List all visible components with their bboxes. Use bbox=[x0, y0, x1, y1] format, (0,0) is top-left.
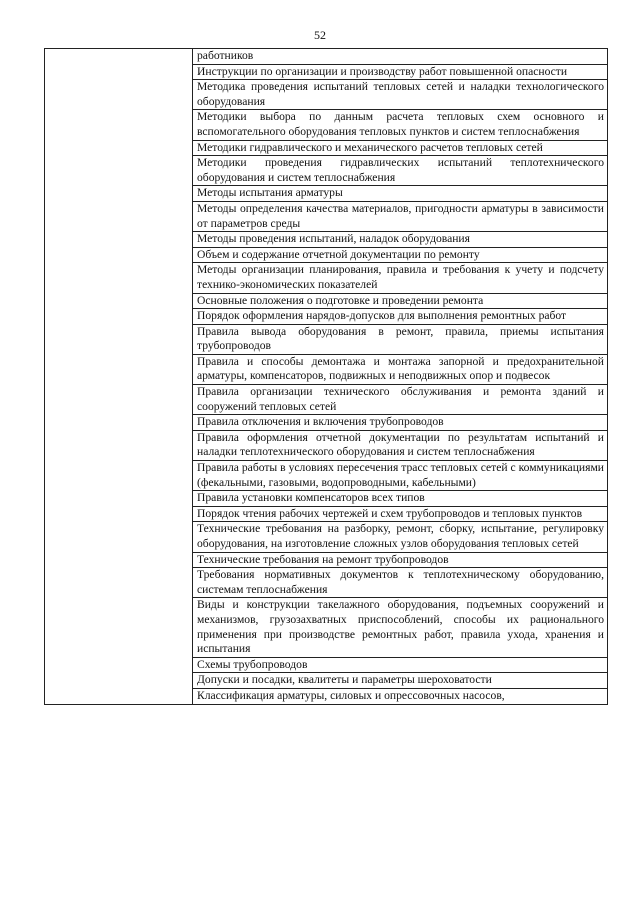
cell-text: Правила оформления отчетной документации по результатам испытаний и наладки теплотехнического оборудования и систем теплоснабжения bbox=[197, 430, 604, 459]
table-cell bbox=[193, 461, 608, 491]
cell-text: Допуски и посадки, квалитеты и параметры шероховатости bbox=[197, 673, 492, 687]
table-cell bbox=[193, 657, 608, 673]
left-column-cell bbox=[45, 49, 193, 705]
cell-text: Объем и содержание отчетной документации по ремонту bbox=[197, 247, 480, 261]
cell-text: Правила и способы демонтажа и монтажа запорной и предохранительной арматуры, компенсаторов, подвижных и неподвижных опор и подвесок bbox=[197, 354, 604, 383]
table-cell bbox=[193, 293, 608, 309]
table-cell bbox=[193, 522, 608, 552]
table-cell bbox=[193, 110, 608, 140]
cell-text: Правила организации технического обслуживания и ремонта зданий и сооружений тепловых сетей bbox=[197, 385, 604, 413]
cell-text: Методики проведения гидравлических испытаний теплотехнического оборудования и систем теплоснабжения bbox=[197, 156, 604, 184]
table-cell bbox=[193, 415, 608, 431]
cell-text: Схемы трубопроводов bbox=[197, 657, 308, 671]
table-cell bbox=[193, 64, 608, 80]
cell-text: Правила вывода оборудования в ремонт, правила, приемы испытания трубопроводов bbox=[197, 324, 604, 353]
table-row bbox=[45, 49, 608, 65]
page-number: 52 bbox=[314, 28, 326, 42]
table-cell bbox=[193, 263, 608, 293]
table-cell bbox=[193, 49, 608, 65]
cell-text: работников bbox=[197, 49, 254, 62]
cell-text: Методы определения качества материалов, пригодности арматуры в зависимости от параметров среды bbox=[197, 201, 604, 230]
table-body bbox=[45, 49, 608, 705]
table-cell bbox=[193, 247, 608, 263]
table-cell bbox=[193, 324, 608, 354]
cell-text: Требования нормативных документов к теплотехническому оборудованию, системам теплоснабжения bbox=[197, 568, 604, 596]
cell-text: Технические требования на ремонт трубопроводов bbox=[197, 552, 449, 566]
table-cell bbox=[193, 568, 608, 598]
table-cell bbox=[193, 552, 608, 568]
table-cell bbox=[193, 186, 608, 202]
cell-text: Правила отключения и включения трубопроводов bbox=[197, 415, 444, 429]
cell-text: Правила работы в условиях пересечения трасс тепловых сетей с коммуникациями (фекальными, газовыми, водопроводными, кабельными) bbox=[197, 461, 604, 489]
cell-text: Методика проведения испытаний тепловых сетей и наладки технологического оборудования bbox=[197, 80, 604, 108]
table-cell bbox=[193, 506, 608, 522]
requirements-table bbox=[44, 48, 608, 705]
table-cell bbox=[193, 232, 608, 248]
cell-text: Технические требования на разборку, ремонт, сборку, испытание, регулировку оборудования, на изготовление сложных узлов оборудования тепловых сетей bbox=[197, 522, 604, 550]
cell-text: Порядок оформления нарядов-допусков для выполнения ремонтных работ bbox=[197, 309, 567, 323]
cell-text: Методики выбора по данным расчета тепловых схем основного и вспомогательного оборудования тепловых пунктов и систем теплоснабжения bbox=[197, 110, 604, 138]
cell-text: Методы организации планирования, правила и требования к учету и подсчету технико-экономических показателей bbox=[197, 263, 604, 291]
cell-text: Классификация арматуры, силовых и опрессовочных насосов, bbox=[197, 688, 505, 702]
table-cell bbox=[193, 201, 608, 231]
table-cell bbox=[193, 688, 608, 704]
table-cell bbox=[193, 491, 608, 507]
table-cell bbox=[193, 156, 608, 186]
cell-text: Методы проведения испытаний, наладок оборудования bbox=[197, 232, 470, 246]
cell-text: Инструкции по организации и производству работ повышенной опасности bbox=[197, 64, 568, 78]
cell-text: Методики гидравлического и механического расчетов тепловых сетей bbox=[197, 140, 543, 154]
table-cell bbox=[193, 140, 608, 156]
table-cell bbox=[193, 354, 608, 384]
cell-text: Методы испытания арматуры bbox=[197, 186, 343, 200]
table-cell bbox=[193, 80, 608, 110]
table-cell bbox=[193, 309, 608, 325]
cell-text: Порядок чтения рабочих чертежей и схем трубопроводов и тепловых пунктов bbox=[197, 506, 583, 520]
table-cell bbox=[193, 673, 608, 689]
table-cell bbox=[193, 430, 608, 460]
cell-text: Правила установки компенсаторов всех типов bbox=[197, 491, 425, 505]
cell-text: Основные положения о подготовке и проведении ремонта bbox=[197, 293, 484, 307]
cell-text: Виды и конструкции такелажного оборудования, подъемных сооружений и механизмов, грузозахватных приспособлений, способы их рационального применения при производстве ремонтных работ, правила ухода, хранения и испытания bbox=[197, 598, 604, 656]
table-cell bbox=[193, 385, 608, 415]
table-cell bbox=[193, 598, 608, 657]
